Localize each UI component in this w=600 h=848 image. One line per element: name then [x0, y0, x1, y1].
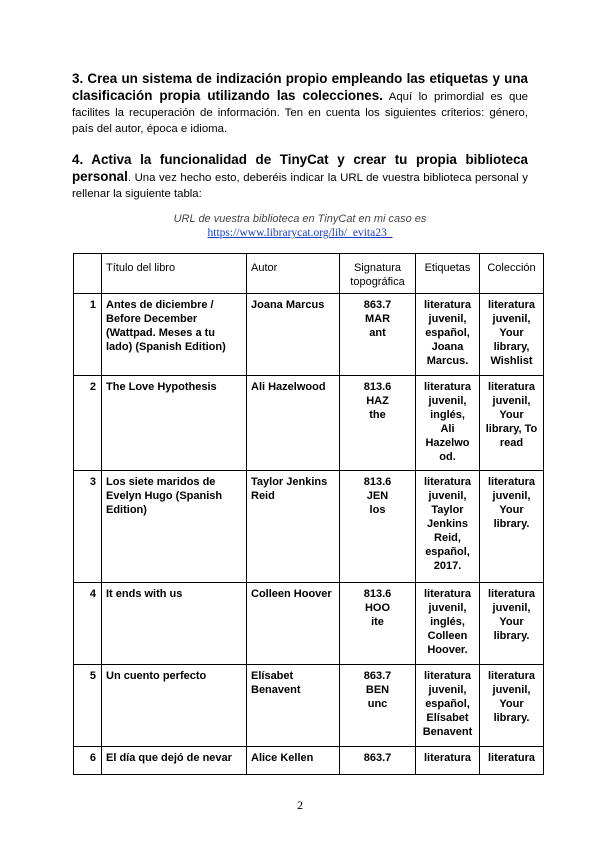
page-number: 2	[297, 798, 303, 812]
call-number-line: HAZ	[366, 395, 389, 407]
collection-cell-line: Your	[499, 504, 524, 516]
collection-cell-line: literatura	[487, 752, 536, 764]
collection-cell	[480, 583, 544, 665]
call-number-line: 863.7	[363, 752, 392, 764]
call-number-line: 863.7	[363, 670, 392, 682]
call-number-line: 813.6	[363, 588, 392, 600]
tags-cell-line: Hoover.	[427, 644, 468, 656]
book-author: Alice Kellen	[247, 747, 340, 775]
row-number: 4	[74, 583, 102, 665]
header-num	[74, 254, 102, 294]
section-4-heading: 4. Activa la funcionalidad de TinyCat y crear tu propia biblioteca personal	[72, 152, 528, 184]
tags-cell-line: Reid,	[434, 532, 461, 544]
table-row	[74, 471, 544, 583]
tags-cell-line: juvenil,	[428, 395, 467, 407]
header-tags: Etiquetas	[416, 254, 480, 294]
collection-cell-line: library,	[493, 341, 530, 353]
tags-cell-line: inglés,	[430, 616, 465, 628]
tags-cell-line: español,	[425, 698, 470, 710]
header-signature: Signatura topográfica	[340, 254, 416, 294]
book-author: Ali Hazelwood	[247, 376, 340, 471]
tags-cell-line: Joana	[431, 341, 464, 353]
tags-cell-line: literatura	[423, 670, 472, 682]
call-number-line: HOO	[364, 602, 391, 614]
book-title: Un cuento perfecto	[102, 665, 247, 747]
collection-cell-line: Your	[499, 616, 524, 628]
call-number-line: MAR	[364, 313, 391, 325]
collection-cell-line: library.	[493, 518, 530, 530]
call-number	[340, 471, 416, 583]
tags-cell-line: juvenil,	[428, 313, 467, 325]
collection-cell	[480, 665, 544, 747]
row-number: 5	[74, 665, 102, 747]
tags-cell-line: literatura	[423, 381, 472, 393]
tags-cell-line: inglés,	[430, 409, 465, 421]
collection-cell-line: juvenil,	[492, 490, 531, 502]
tags-cell-line: Marcus.	[426, 355, 469, 367]
book-author: Joana Marcus	[247, 294, 340, 376]
tags-cell-line: literatura	[423, 588, 472, 600]
tags-cell-line: español,	[425, 327, 470, 339]
tags-cell-line: Hazelwo	[425, 437, 470, 449]
header-collection: Colección	[480, 254, 544, 294]
call-number-line: JEN	[366, 490, 389, 502]
section-3-paragraph	[72, 71, 528, 137]
url-caption: URL de vuestra biblioteca en TinyCat en mi caso es	[173, 213, 427, 225]
book-title: El día que dejó de nevar	[102, 747, 247, 775]
book-title: Los siete maridos de Evelyn Hugo (Spanish Edition)	[102, 471, 247, 583]
collection-cell-line: literatura	[487, 299, 536, 311]
book-title: Antes de diciembre / Before December (Wattpad. Meses a tu lado) (Spanish Edition)	[102, 294, 247, 376]
collection-cell-line: Wishlist	[490, 355, 533, 367]
tags-cell-line: Taylor	[431, 504, 464, 516]
book-title: The Love Hypothesis	[102, 376, 247, 471]
tags-cell-line: Jenkins	[427, 518, 468, 530]
collection-cell	[480, 747, 544, 775]
row-number: 2	[74, 376, 102, 471]
section-4-text: . Una vez hecho esto, deberéis indicar la URL de vuestra biblioteca personal y rellenar la siguiente tabla:	[72, 172, 528, 200]
collection-cell-line: literatura	[487, 476, 536, 488]
call-number-line: the	[369, 409, 386, 421]
call-number-line: 813.6	[363, 381, 392, 393]
books-table	[73, 253, 544, 775]
collection-cell-line: library.	[493, 712, 530, 724]
collection-cell-line: juvenil,	[492, 684, 531, 696]
header-title: Título del libro	[102, 254, 247, 294]
call-number-line: los	[369, 504, 386, 516]
tags-cell	[416, 583, 480, 665]
tags-cell-line: juvenil,	[428, 602, 467, 614]
book-author: Elísabet Benavent	[247, 665, 340, 747]
collection-cell-line: library, To	[485, 423, 538, 435]
tags-cell-line: literatura	[423, 476, 472, 488]
tags-cell-line: literatura	[423, 299, 472, 311]
collection-cell	[480, 294, 544, 376]
tags-cell-line: Elísabet	[426, 712, 469, 724]
collection-cell-line: juvenil,	[492, 313, 531, 325]
tags-cell	[416, 747, 480, 775]
book-author: Taylor Jenkins Reid	[247, 471, 340, 583]
table-header-row	[74, 254, 544, 294]
tags-cell-line: Colleen	[427, 630, 468, 642]
tags-cell	[416, 376, 480, 471]
call-number-line: unc	[367, 698, 388, 710]
tags-cell	[416, 294, 480, 376]
call-number	[340, 583, 416, 665]
tags-cell-line: español,	[425, 546, 470, 558]
collection-cell-line: literatura	[487, 588, 536, 600]
collection-cell-line: read	[499, 437, 524, 449]
call-number-line: ant	[369, 327, 386, 339]
call-number	[340, 665, 416, 747]
tags-cell-line: juvenil,	[428, 490, 467, 502]
call-number-line: ite	[371, 616, 384, 628]
section-3-heading: 3. Crea un sistema de indización propio empleando las etiquetas y una clasificación propia utilizando las colecciones.	[72, 71, 528, 103]
collection-cell-line: library.	[493, 630, 530, 642]
section-3-text: Aquí lo primordial es que facilites la recuperación de información. Ten en cuenta los siguientes criterios: género, país del autor, época e idioma.	[72, 91, 528, 135]
tags-cell-line: juvenil,	[428, 684, 467, 696]
table-row	[74, 665, 544, 747]
call-number	[340, 747, 416, 775]
collection-cell-line: Your	[499, 698, 524, 710]
call-number-line: BEN	[365, 684, 390, 696]
row-number: 3	[74, 471, 102, 583]
collection-cell-line: juvenil,	[492, 395, 531, 407]
collection-cell-line: Your	[499, 409, 524, 421]
tags-cell-line: 2017.	[433, 560, 462, 572]
tags-cell-line: Benavent	[422, 726, 473, 738]
library-url-link[interactable]: https://www.librarycat.org/lib/_evita23_	[207, 227, 393, 239]
tags-cell-line: Ali	[440, 423, 455, 435]
table-row	[74, 583, 544, 665]
collection-cell-line: Your	[499, 327, 524, 339]
call-number-line: 863.7	[363, 299, 392, 311]
call-number	[340, 294, 416, 376]
call-number-line: 813.6	[363, 476, 392, 488]
book-author: Colleen Hoover	[247, 583, 340, 665]
table-row	[74, 747, 544, 775]
call-number	[340, 376, 416, 471]
collection-cell-line: juvenil,	[492, 602, 531, 614]
tags-cell	[416, 665, 480, 747]
collection-cell-line: literatura	[487, 381, 536, 393]
table-row	[74, 294, 544, 376]
table-row	[74, 376, 544, 471]
collection-cell-line: literatura	[487, 670, 536, 682]
book-title: It ends with us	[102, 583, 247, 665]
header-author: Autor	[247, 254, 340, 294]
tags-cell	[416, 471, 480, 583]
collection-cell	[480, 471, 544, 583]
tags-cell-line: od.	[439, 451, 456, 463]
row-number: 1	[74, 294, 102, 376]
collection-cell	[480, 376, 544, 471]
row-number: 6	[74, 747, 102, 775]
tags-cell-line: literatura	[423, 752, 472, 764]
section-4-paragraph	[72, 152, 528, 202]
